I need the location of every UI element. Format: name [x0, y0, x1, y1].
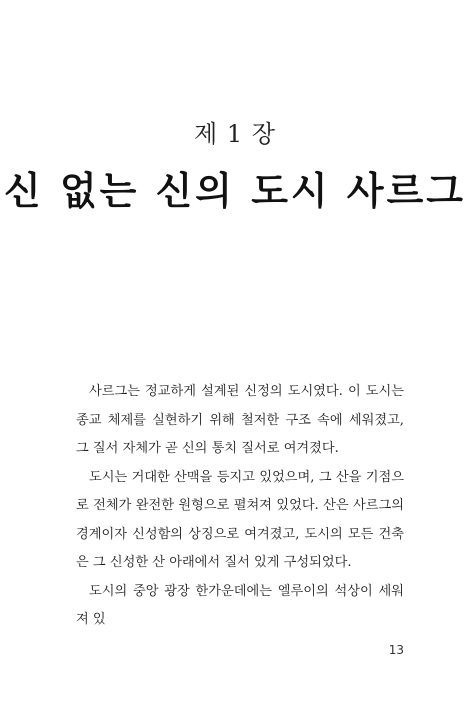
paragraph: 사르그는 정교하게 설계된 신정의 도시였다. 이 도시는 종교 체제를 실현하기 위해 철저한 구조 속에 세워졌고, 그 질서 자체가 곧 신의 통치 질서로 여겨졌다.	[76, 384, 404, 456]
paragraph: 도시의 중앙 광장 한가운데에는 엘루이의 석상이 세워져 있	[76, 583, 404, 627]
body-text	[76, 378, 404, 635]
chapter-label: 제 1 장	[194, 120, 276, 148]
chapter-title: 신 없는 신의 도시 사르그	[4, 168, 466, 213]
paragraph: 도시는 거대한 산맥을 등지고 있었으며, 그 산을 기점으로 전체가 완전한 원형으로 펼쳐져 있었다. 산은 사르그의 경계이자 신성함의 상징으로 여겨졌고, 도시의 모든 건축은 그 신성한 산 아래에서 질서 있게 구성되었다.	[76, 469, 404, 570]
page-number: 13	[388, 643, 404, 657]
